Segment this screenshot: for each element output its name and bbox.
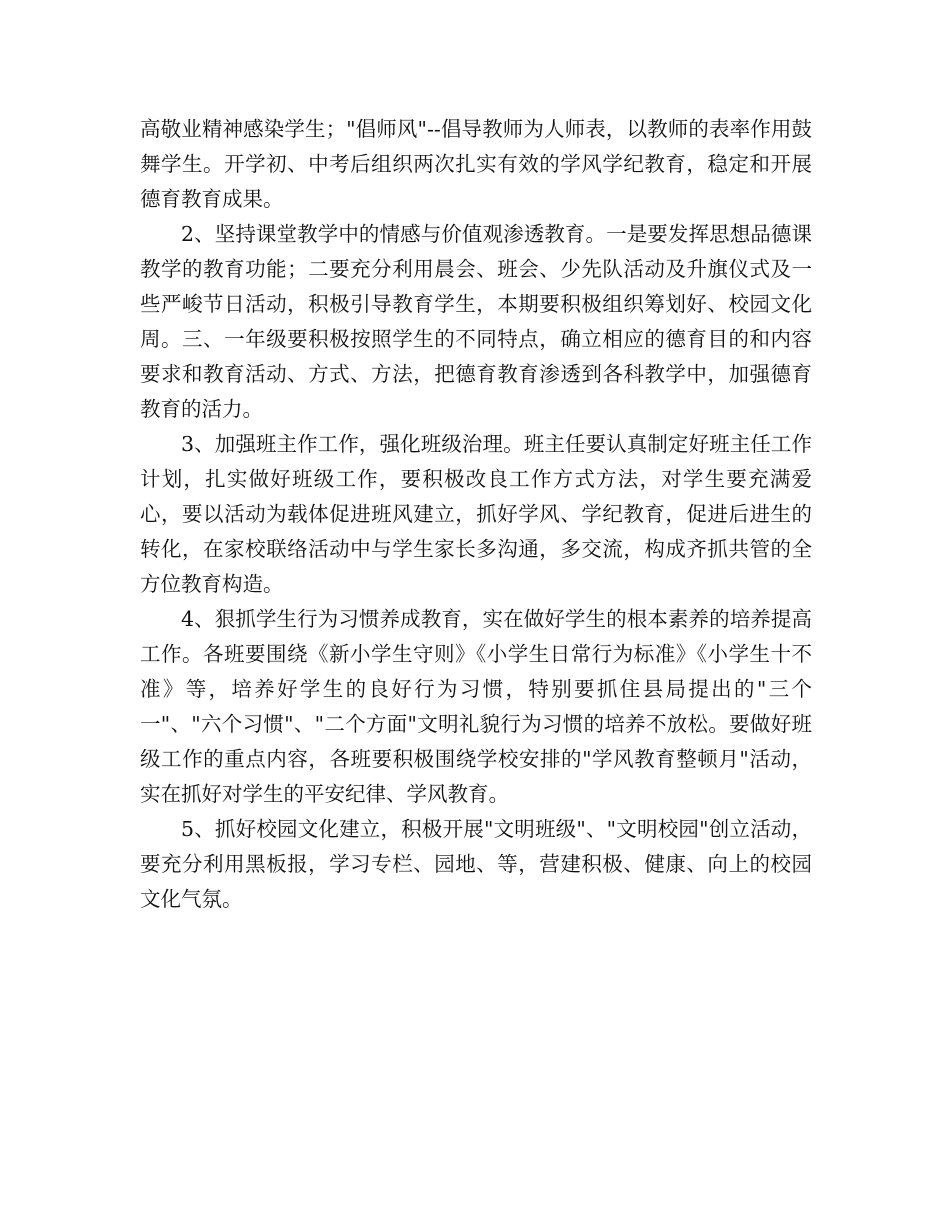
paragraph-item-3: 3、加强班主作工作，强化班级治理。班主任要认真制定好班主任工作计划，扎实做好班级工作，要积极改良工作方式方法，对学生要充满爱心，要以活动为载体促进班风建立，抓好学风、学纪教育，促进后进生的转化，在家校联络活动中与学生家长多沟通，多交流，构成齐抓共管的全方位教育构造。 bbox=[140, 432, 812, 596]
document-page bbox=[140, 112, 812, 917]
paragraph-item-4: 4、狠抓学生行为习惯养成教育，实在做好学生的根本素养的培养提高工作。各班要围绕《新小学生守则》《小学生日常行为标准》《小学生十不准》等，培养好学生的良好行为习惯，特别要抓住县局提出的"三个一"、"六个习惯"、"二个方面"文明礼貌行为习惯的培养不放松。要做好班级工作的重点内容，各班要积极围绕学校安排的"学风教育整顿月"活动，实在抓好对学生的平安纪律、学风教育。 bbox=[140, 607, 812, 806]
paragraph-item-2: 2、坚持课堂教学中的情感与价值观渗透教育。一是要发挥思想品德课教学的教育功能；二要充分利用晨会、班会、少先队活动及升旗仪式及一些严峻节日活动，积极引导教育学生，本期要积极组织筹划好、校园文化周。三、一年级要积极按照学生的不同特点，确立相应的德育目的和内容要求和教育活动、方式、方法，把德育教育渗透到各科教学中，加强德育教育的活力。 bbox=[140, 222, 812, 421]
paragraph-continuation: 高敬业精神感染学生；"倡师风"--倡导教师为人师表，以教师的表率作用鼓舞学生。开学初、中考后组织两次扎实有效的学风学纪教育，稳定和开展德育教育成果。 bbox=[140, 117, 812, 211]
paragraph-item-5: 5、抓好校园文化建立，积极开展"文明班级"、"文明校园"创立活动，要充分利用黑板报，学习专栏、园地、等，营建积极、健康、向上的校园文化气氛。 bbox=[140, 817, 812, 911]
